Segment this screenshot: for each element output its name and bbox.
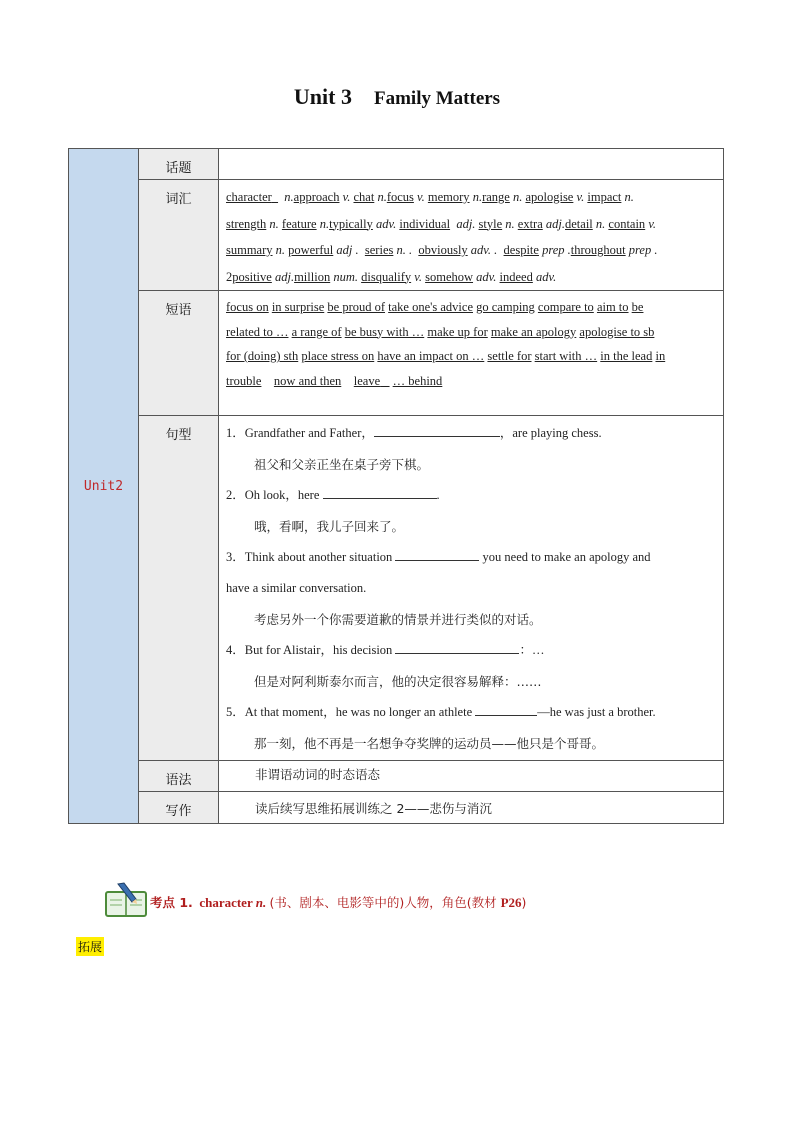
label-vocab: 词汇 — [139, 180, 219, 291]
label-grammar: 语法 — [139, 761, 219, 792]
label-sentences: 句型 — [139, 416, 219, 761]
sentence-5: 5．At that moment，he was no longer an athlete —he was just a brother. 那一刻，他不再是一名想争夺奖牌的运动员——他只是个哥哥。 — [226, 705, 656, 751]
phrases-content: focus on in surprise be proud of take one's advice go camping compare to aim to be related to … a range of be busy with … make up for make an apology apologise to sb for (doing) sth place stress on have an impact on … settle for start with … in the lead in trouble now and then leave … behind — [219, 291, 724, 416]
kaodian-text: 考点 1. character n. (书、剧本、电影等中的)人物，角色(教材 P26) — [150, 895, 527, 910]
kaodian-heading — [104, 882, 704, 918]
vocab-content: character n.approach v. chat n.focus v. memory n.range n. apologise v. impact n. strength n. feature n.typically adv. individual adj. style n. extra adj.detail n. contain v. summary n. powerful adj . series n. . obviously adv. . despite prep .throughout prep . 2positive adj.million num. disqualify v. somehow adv. indeed adv. — [219, 180, 724, 291]
unit-summary-table — [68, 148, 724, 824]
sentence-3: 3．Think about another situation you need to make an apology and have a similar conversation. 考虑另外一个你需要道歉的情景并进行类似的对话。 — [226, 550, 651, 627]
topic-content — [219, 149, 724, 180]
unit-name: Family Matters — [373, 88, 501, 109]
unit-title: Unit 3 — [293, 84, 352, 109]
grammar-content: 非谓语动词的时态语态 — [219, 761, 724, 792]
sentence-2: 2．Oh look，here . 哦，看啊，我儿子回来了。 — [226, 488, 440, 534]
page-title — [0, 84, 794, 110]
writing-content: 读后续写思维拓展训练之 2——悲伤与消沉 — [219, 792, 724, 824]
answer-blank[interactable] — [374, 424, 500, 437]
answer-blank[interactable] — [395, 641, 519, 654]
label-topic: 话题 — [139, 149, 219, 180]
answer-blank[interactable] — [475, 703, 537, 716]
label-phrases: 短语 — [139, 291, 219, 416]
unit-label-cell: Unit2 — [69, 149, 139, 824]
answer-blank[interactable] — [395, 548, 479, 561]
sentence-1: 1．Grandfather and Father， ，are playing chess. 祖父和父亲正坐在桌子旁下棋。 — [226, 426, 602, 472]
answer-blank[interactable] — [323, 486, 437, 499]
label-writing: 写作 — [139, 792, 219, 824]
sentences-content — [219, 416, 724, 761]
book-pencil-icon — [104, 882, 150, 918]
expand-badge: 拓展 — [76, 937, 104, 956]
sentence-4: 4．But for Alistair，his decision ：… 但是对阿利斯泰尔而言，他的决定很容易解释：…… — [226, 643, 545, 689]
